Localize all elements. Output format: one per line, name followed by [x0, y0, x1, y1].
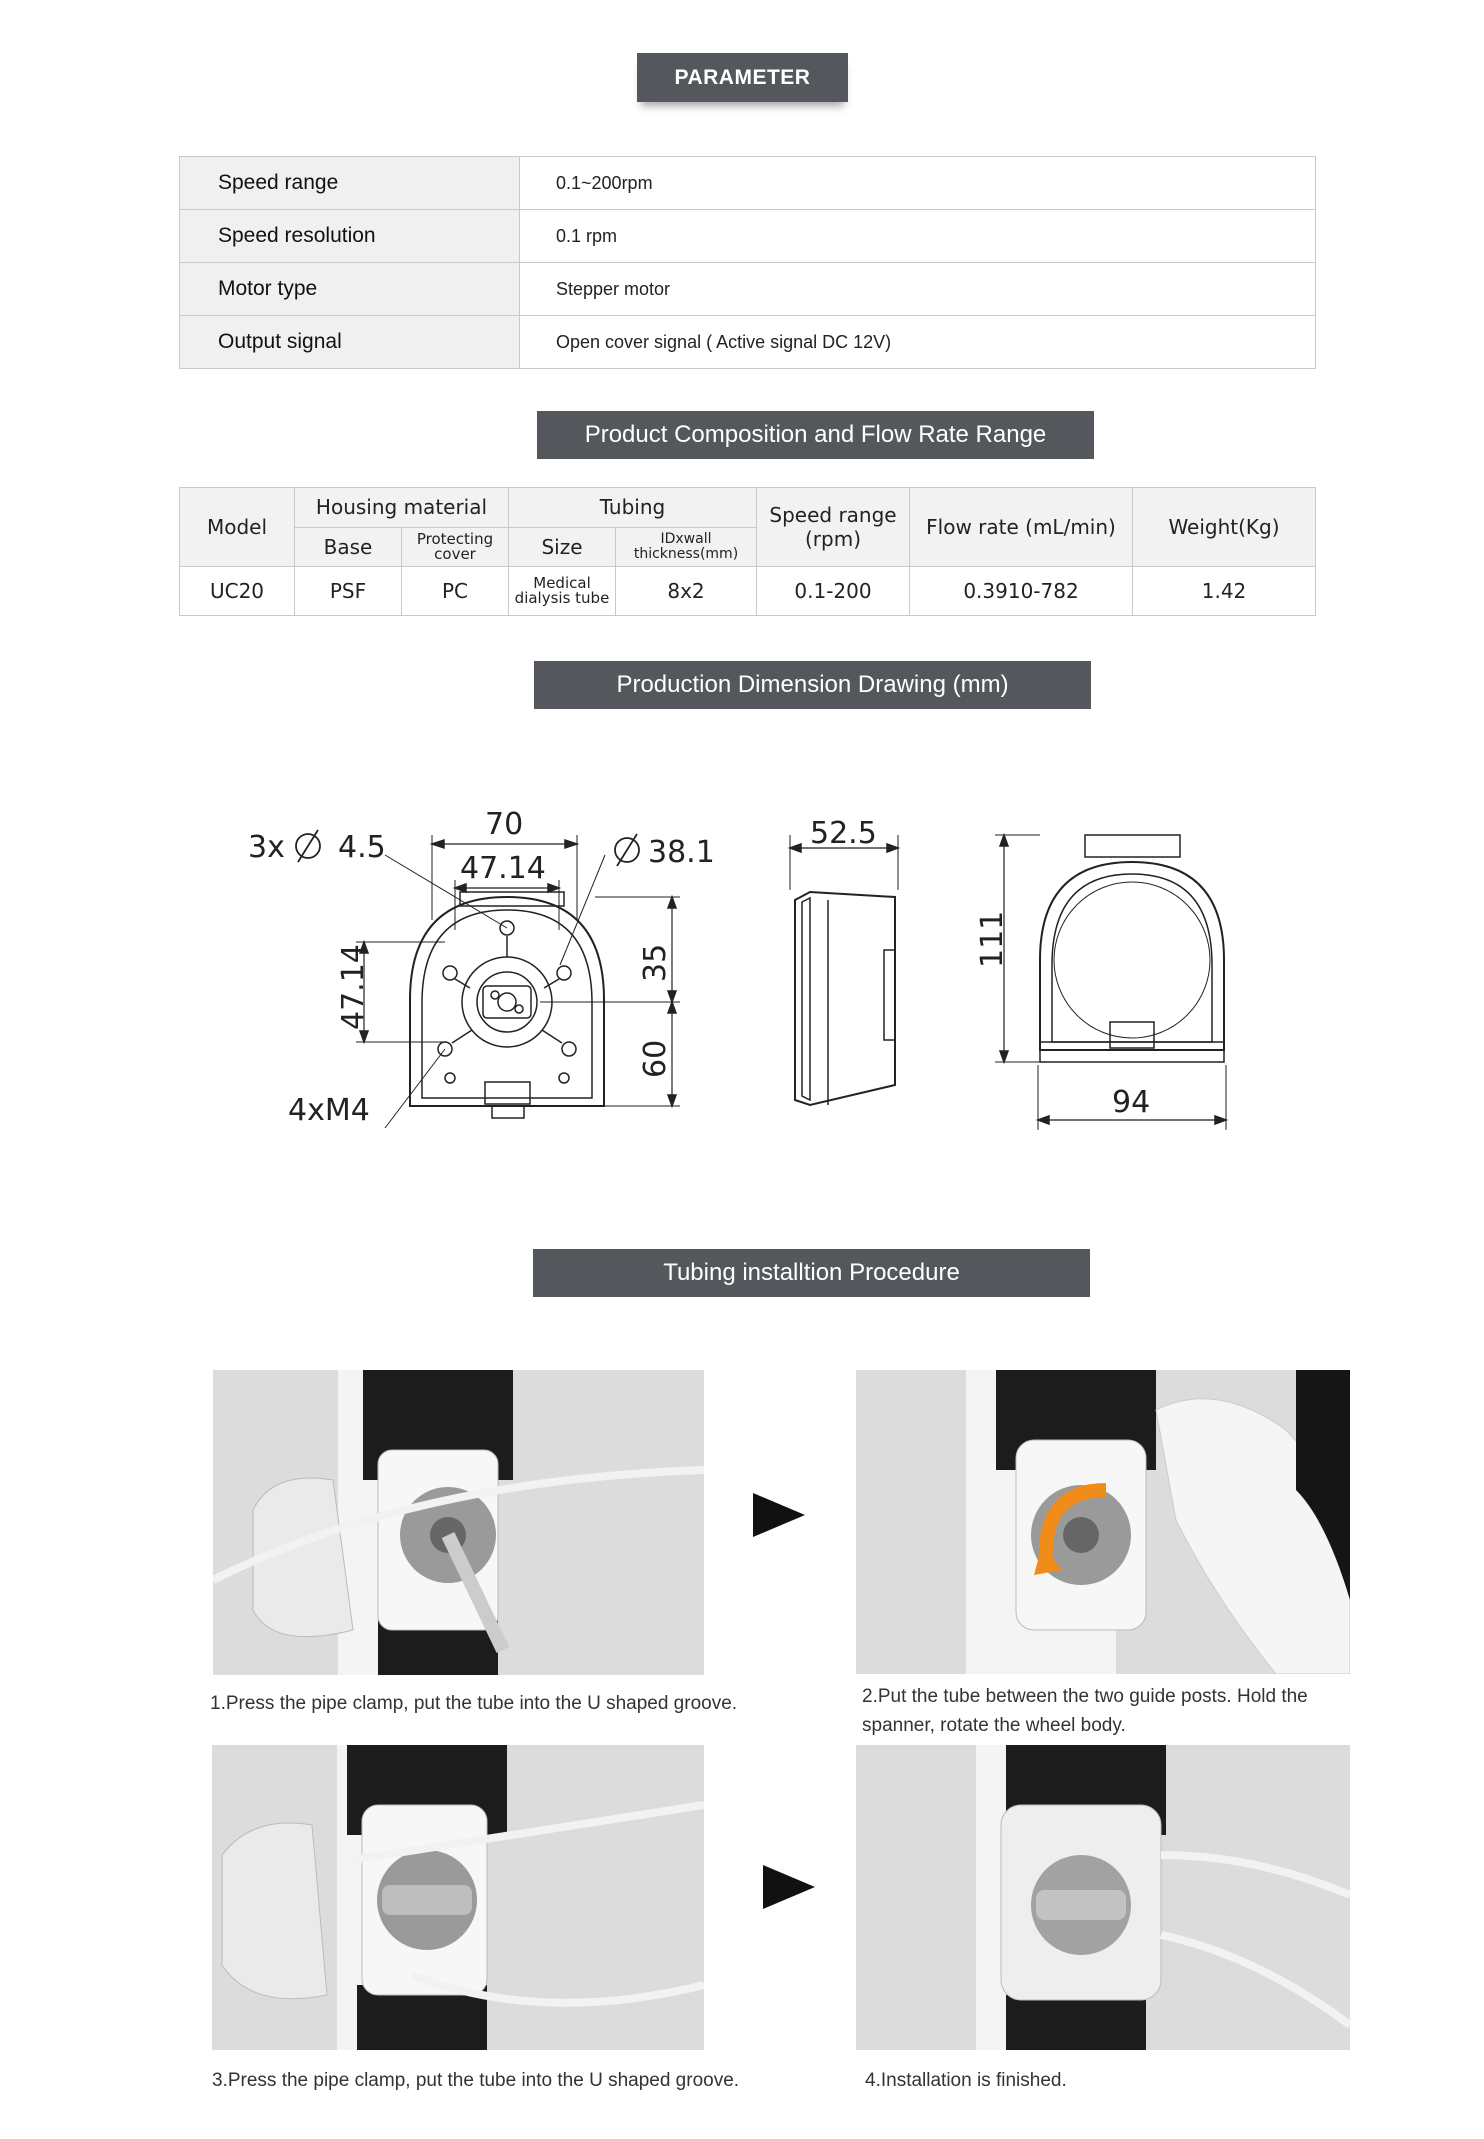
header-housing: Housing material	[295, 488, 509, 528]
back-view	[975, 835, 1226, 1130]
dimension-drawing	[0, 760, 1484, 1180]
table-row	[180, 210, 1316, 263]
next-arrow-icon	[763, 1865, 815, 1909]
param-label: Speed resolution	[180, 210, 520, 263]
front-view	[248, 807, 715, 1128]
cell-size	[509, 567, 616, 616]
label-width-70: 70	[485, 807, 524, 842]
cell-speed: 0.1-200	[757, 567, 910, 616]
step-4-caption: 4.Installation is finished.	[865, 2070, 1067, 2091]
cell-cover: PC	[402, 567, 509, 616]
label-inner-47: 47.14	[460, 851, 546, 886]
label-width-94: 94	[1112, 1085, 1151, 1120]
header-tubing: Tubing	[509, 488, 757, 528]
label-lower-60: 60	[638, 1039, 673, 1078]
step-2-photo	[856, 1370, 1350, 1674]
table-row	[180, 567, 1316, 616]
header-protecting-cover	[402, 527, 509, 567]
step-3-photo	[212, 1745, 704, 2050]
cell-base: PSF	[295, 567, 402, 616]
step-1-caption: 1.Press the pipe clamp, put the tube into the U shaped groove.	[210, 1693, 738, 1714]
param-value: Stepper motor	[520, 263, 1316, 316]
cell-flow: 0.3910-782	[910, 567, 1133, 616]
table-row	[180, 157, 1316, 210]
label-side-47: 47.14	[336, 944, 371, 1030]
label-depth: 52.5	[810, 816, 877, 851]
step-2-caption-line2: spanner, rotate the wheel body.	[862, 1715, 1126, 1736]
parameter-banner: PARAMETER	[637, 53, 848, 102]
cell-idwall: 8x2	[616, 567, 757, 616]
header-protecting-line1: Protecting	[416, 529, 494, 548]
header-protecting-line2: cover	[434, 544, 476, 563]
header-size: Size	[509, 527, 616, 567]
header-speed-line1: Speed range	[769, 503, 897, 527]
procedure-banner: Tubing installtion Procedure	[533, 1249, 1090, 1297]
side-view	[790, 816, 898, 1105]
param-label: Output signal	[180, 316, 520, 369]
cell-model: UC20	[180, 567, 295, 616]
step-1-photo	[213, 1370, 704, 1675]
step-4-photo	[856, 1745, 1350, 2050]
composition-banner: Product Composition and Flow Rate Range	[537, 411, 1094, 459]
label-height-111: 111	[975, 910, 1010, 968]
param-label: Speed range	[180, 157, 520, 210]
table-row	[180, 316, 1316, 369]
cell-weight: 1.42	[1133, 567, 1316, 616]
label-holes: 3x	[248, 830, 285, 865]
param-value: Open cover signal ( Active signal DC 12V)	[520, 316, 1316, 369]
param-value: 0.1~200rpm	[520, 157, 1316, 210]
header-speed-line2: (rpm)	[804, 527, 861, 551]
step-2-caption	[862, 1682, 1308, 1740]
header-weight: Weight(Kg)	[1133, 488, 1316, 567]
step-2-caption-line1: 2.Put the tube between the two guide posts. Hold the	[862, 1686, 1308, 1707]
step-3-caption: 3.Press the pipe clamp, put the tube into the U shaped groove.	[212, 2070, 740, 2091]
header-speed	[757, 488, 910, 567]
label-threads: 4xM4	[288, 1093, 370, 1128]
cell-size-line2: dialysis tube	[514, 589, 610, 607]
header-idwall-line2: thickness(mm)	[633, 545, 739, 562]
cell-size-line1: Medical	[533, 574, 591, 592]
header-model: Model	[180, 488, 295, 567]
param-value: 0.1 rpm	[520, 210, 1316, 263]
composition-table	[179, 487, 1316, 616]
param-label: Motor type	[180, 263, 520, 316]
drawing-banner: Production Dimension Drawing (mm)	[534, 661, 1091, 709]
header-flow: Flow rate (mL/min)	[910, 488, 1133, 567]
table-row	[180, 263, 1316, 316]
label-rotor-38: 38.1	[648, 835, 715, 870]
parameter-table	[179, 156, 1316, 369]
next-arrow-icon	[753, 1493, 805, 1537]
label-upper-35: 35	[638, 943, 673, 982]
header-base: Base	[295, 527, 402, 567]
header-idwall	[616, 527, 757, 567]
label-hole-dia: 4.5	[338, 830, 386, 865]
header-idwall-line1: IDxwall	[660, 530, 712, 547]
